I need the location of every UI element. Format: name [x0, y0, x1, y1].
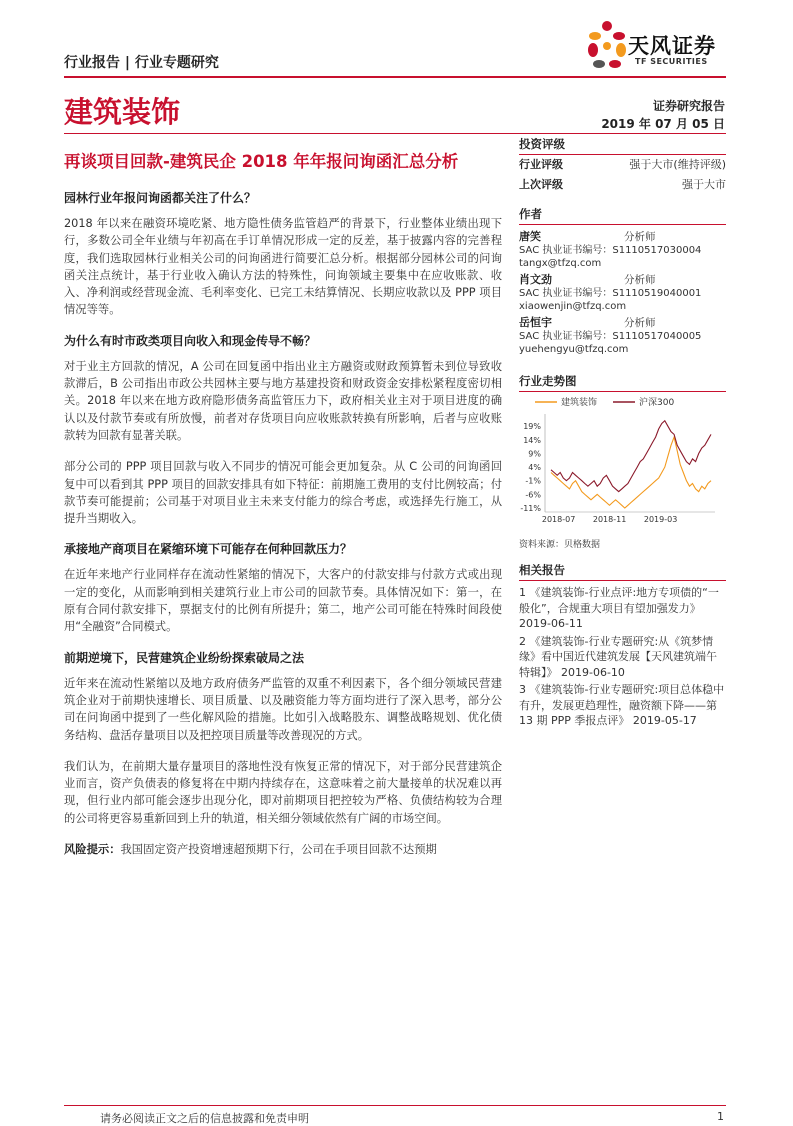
page-number: 1: [717, 1110, 724, 1123]
author-entry: [519, 272, 726, 313]
authors-heading: 作者: [519, 206, 726, 225]
y-tick-label: 4%: [528, 463, 541, 473]
rating-key: 上次评级: [519, 178, 563, 191]
author-sac: SAC 执业证书编号：S1110519040001: [519, 288, 702, 299]
section-heading: 为什么有时市政类项目向收入和现金传导不畅？: [64, 333, 317, 348]
section-heading: 承接地产商项目在紧缩环境下可能存在何种回款压力？: [64, 542, 353, 557]
author-role: 分析师: [624, 317, 656, 329]
section-heading: 园林行业年报问询函都关注了什么？: [64, 191, 257, 205]
related-panel: [519, 562, 726, 729]
logo-text-en: TF SECURITIES: [635, 57, 708, 66]
y-tick-label: 9%: [528, 449, 541, 459]
footer-divider: [64, 1105, 726, 1106]
y-tick-label: 14%: [523, 435, 541, 445]
risk-warning: [64, 841, 502, 858]
related-report-item[interactable]: 1 《建筑装饰-行业点评:地方专项债的“一般化”，合规重大项目有望加强发力》 2019-06-11: [519, 586, 719, 630]
risk-label: 风险提示：: [64, 843, 121, 857]
rating-panel: [519, 136, 726, 195]
rating-value: 强于大市(维持评级): [629, 158, 726, 171]
author-role: 分析师: [624, 231, 656, 243]
section-paragraph: 部分公司的 PPP 项目回款与收入不同步的情况可能会更加复杂。从 C 公司的问询函回复中可以看到其 PPP 项目的回款安排具有如下特征：前期施工费用的支付比例较高；付款节奏可能提前；公司基于对项目业主未来支付能力的综合考虑，或选择先行施工，从提升当期收入。: [64, 460, 502, 526]
related-report-item[interactable]: 2 《建筑装饰-行业专题研究:从《筑梦情缘》看中国近代建筑发展【天风建筑端午特辑】》 2019-06-10: [519, 634, 717, 679]
related-heading: 相关报告: [519, 562, 726, 581]
author-name: 岳恒宇: [519, 316, 552, 329]
series-line: [551, 437, 711, 508]
rating-row: [519, 155, 726, 175]
author-role: 分析师: [624, 274, 656, 286]
author-name: 肖文劲: [519, 273, 552, 286]
report-title: 再谈项目回款-建筑民企 2018 年年报问询函汇总分析: [64, 152, 459, 171]
header-divider: [64, 76, 726, 78]
author-entry: [519, 229, 726, 270]
author-email[interactable]: yuehengyu@tfzq.com: [519, 344, 629, 355]
y-tick-label: -1%: [525, 476, 541, 486]
section-paragraph: 对于业主方回款的情况，A 公司在回复函中指出业主方融资或财政预算暂未到位导致收款滞后，B 公司指出市政公共园林主要与地方基建投资和财政资金安排松紧程度密切相关。2018 年以来在地方政府隐形债务高监管压力下，政府相关业主对于项目进度的确认以及付款节奏或有所放慢，前者对存货项目向应收账款转换有所影响，后者与应收账款转为回款有显著关联。: [64, 359, 502, 442]
sector-title: 建筑装饰: [64, 95, 181, 129]
author-sac: SAC 执业证书编号：S1110517040005: [519, 331, 702, 342]
rating-key: 行业评级: [519, 158, 563, 171]
x-tick-label: 2019-03: [643, 515, 678, 524]
tf-logo-icon: [585, 18, 629, 74]
author-sac: SAC 执业证书编号：S1110517030004: [519, 245, 702, 256]
report-type: 证券研究报告: [652, 99, 725, 113]
y-tick-label: -11%: [520, 504, 541, 513]
main-content: [64, 190, 502, 858]
report-date: 2019 年 07 月 05 日: [601, 117, 725, 131]
section-paragraph: 2018 年以来在融资环境吃紧、地方隐性债务监管趋严的背景下，行业整体业绩出现下行，多数公司全年业绩与年初高在手订单情况形成一定的反差，基于披露内容的完善程度，我们选取园林行业相关公司的问询函进行简要汇总分析。根据部分园林公司的问询函关注点统计，基于行业收入确认方法的特殊性，问询领域主要集中在应收账款、收入、净利润或经营现金流、毛利率变化、已完工未结算情况、长期应收款以及 PPP 项目情况等等。: [64, 217, 502, 317]
y-tick-label: 19%: [523, 422, 541, 432]
author-email[interactable]: tangx@tfzq.com: [519, 258, 602, 269]
title-divider: [64, 133, 726, 134]
rating-row: [519, 175, 726, 195]
rating-value: 强于大市: [682, 178, 726, 191]
trend-chart: [515, 392, 727, 526]
risk-text: 我国固定资产投资增速超预期下行，公司在手项目回款不达预期: [120, 843, 437, 857]
rating-heading: 投资评级: [519, 136, 726, 155]
report-category: 行业报告 | 行业专题研究: [64, 55, 219, 71]
legend-label: 建筑装饰: [561, 398, 598, 408]
legend-label: 沪深300: [639, 398, 675, 408]
y-tick-label: -6%: [525, 490, 541, 500]
footer-disclaimer: 请务必阅读正文之后的信息披露和免责申明: [100, 1112, 309, 1125]
section-paragraph: 近年来在流动性紧缩以及地方政府债务严监管的双重不利因素下，各个细分领域民营建筑企业对于前期快速增长、项目质量、以及融资能力等方面均进行了深入思考，部分公司在问询函中提到了一些化解风险的措施。比如引入战略股东、调整战略规划、优化债务结构、盘活存量项目以及把控项目质量等改善现况的方式。: [64, 676, 502, 742]
chart-source: 资料来源：贝格数据: [519, 540, 601, 550]
logo-text-cn: 天风证券: [628, 34, 716, 58]
authors-panel: [519, 206, 726, 356]
x-tick-label: 2018-07: [541, 515, 576, 524]
author-entry: [519, 315, 726, 356]
section-paragraph: 我们认为，在前期大量存量项目的落地性没有恢复正常的情况下，对于部分民营建筑企业而言，资产负债表的修复将在中期内持续存在，这意味着之前大量接单的状况难以再现，但行业内部可能会逐步出现分化，即对前期项目把控较为严格、负债结构较为合理的公司将更容易重新回到上升的轨道，相关细分领域依然有广阔的市场空间。: [64, 759, 502, 825]
trend-heading: 行业走势图: [519, 373, 726, 392]
author-email[interactable]: xiaowenjin@tfzq.com: [519, 301, 627, 312]
author-name: 唐笑: [519, 230, 541, 243]
section-heading: 前期逆境下，民营建筑企业纷纷探索破局之法: [64, 650, 305, 665]
related-report-item[interactable]: 3 《建筑装饰-行业专题研究:项目总体稳中有升，发展更趋理性，融资额下降——第 13 期 PPP 季报点评》 2019-05-17: [519, 683, 725, 727]
section-paragraph: 在近年来地产行业同样存在流动性紧缩的情况下，大客户的付款安排与付款方式或出现一定的变化，从而影响到相关建筑行业上市公司的回款节奏。具体情况如下：第一，在原有合同付款安排下，票据支付的比例有所提升；第二，地产公司可能在特殊时间段使用“全融资”合同模式。: [64, 568, 502, 634]
x-tick-label: 2018-11: [592, 515, 627, 524]
trend-panel: [519, 373, 726, 392]
